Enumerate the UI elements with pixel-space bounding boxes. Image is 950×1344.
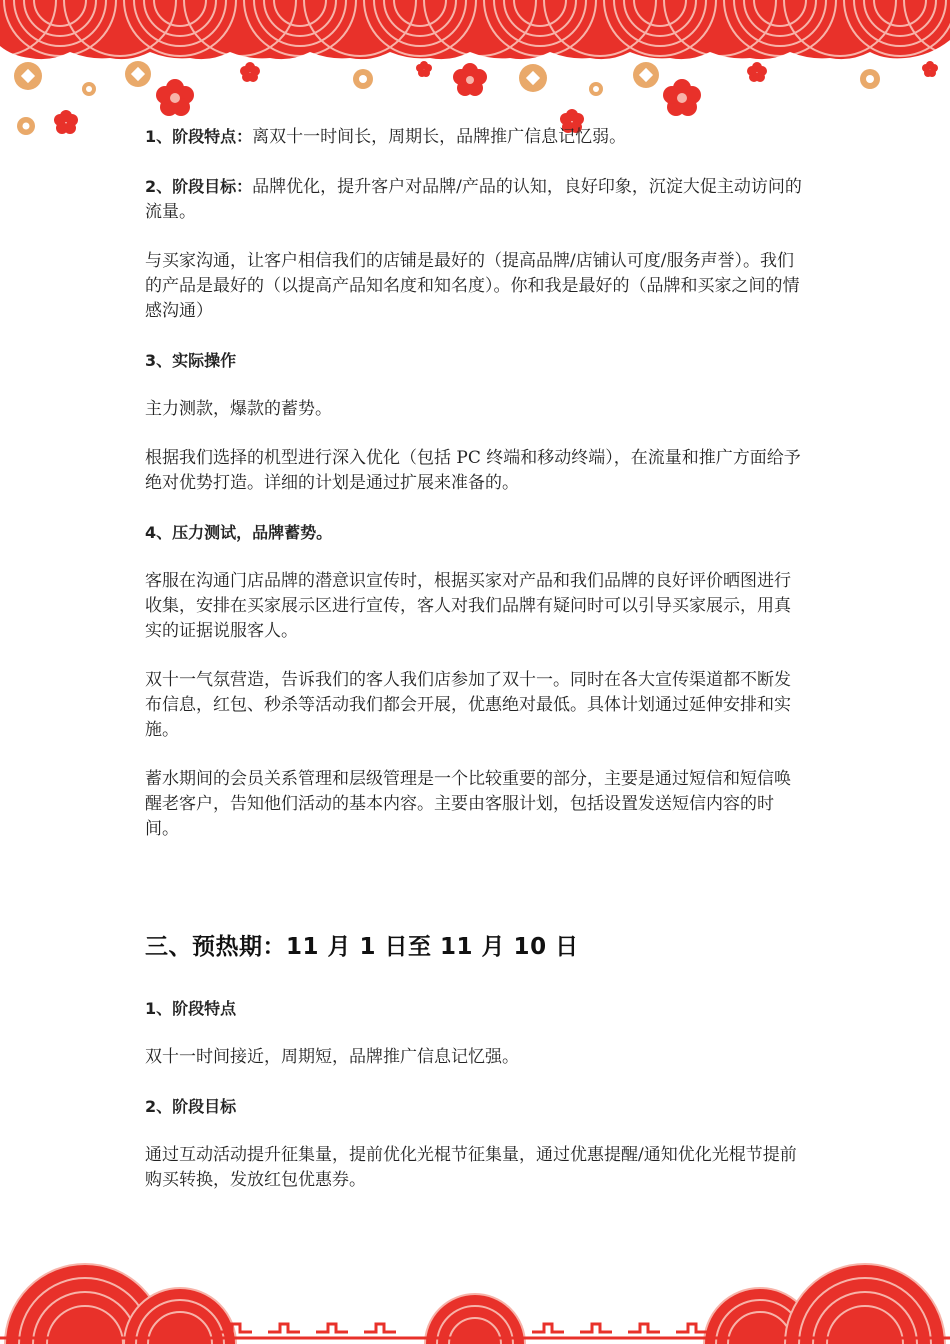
s3-goal-text: 通过互动活动提升征集量，提前优化光棍节征集量，通过优惠提醒/通知优化光棍节提前购买转换，发放红包优惠券。 [145, 1145, 797, 1190]
s3-feature-heading: 1、阶段特点 [145, 999, 237, 1018]
stage-feature-label: 1、阶段特点： [145, 127, 253, 146]
stage-feature-paragraph [145, 124, 807, 150]
crm-paragraph: 蓄水期间的会员关系管理和层级管理是一个比较重要的部分，主要是通过短信和短信唤醒老客户，告知他们活动的基本内容。主要由客服计划，包括设置发送短信内容的时间。 [145, 769, 791, 839]
customer-service-paragraph: 客服在沟通门店品牌的潜意识宣传时，根据买家对产品和我们品牌的良好评价晒图进行收集，安排在买家展示区进行宣传，客人对我们品牌有疑问时可以引导买家展示，用真实的证据说服客人。 [145, 571, 791, 641]
buyer-communication-paragraph: 与买家沟通，让客户相信我们的店铺是最好的（提高品牌/店铺认可度/服务声誉）。我们的产品是最好的（以提高产品知名度和知名度）。你和我是最好的（品牌和买家之间的情感沟通） [145, 251, 800, 321]
atmosphere-paragraph: 双十一气氛营造，告诉我们的客人我们店参加了双十一。同时在各大宣传渠道都不断发布信息，红包、秒杀等活动我们都会开展，优惠绝对最低。具体计划通过延伸安排和实施。 [145, 670, 791, 740]
actual-operation-heading: 3、实际操作 [145, 351, 237, 370]
optimize-paragraph: 根据我们选择的机型进行深入优化（包括 PC 终端和移动终端），在流量和推广方面给予绝对优势打造。详细的计划是通过扩展来准备的。 [145, 448, 801, 493]
top-festive-border [0, 0, 950, 140]
bottom-festive-border [0, 1244, 950, 1344]
pressure-test-heading: 4、压力测试，品牌蓄势。 [145, 523, 333, 542]
stage-goal-label: 2、阶段目标： [145, 177, 253, 196]
s3-feature-text: 双十一时间接近，周期短，品牌推广信息记忆强。 [145, 1047, 519, 1067]
section-2-body [145, 124, 807, 842]
stage-goal-paragraph [145, 174, 807, 225]
section-3-heading: 三、预热期：11 月 1 日至 11 月 10 日 [145, 934, 579, 960]
s3-goal-heading: 2、阶段目标 [145, 1097, 237, 1116]
stage-feature-text: 离双十一时间长，周期长，品牌推广信息记忆弱。 [252, 127, 627, 147]
section-3-body [145, 996, 807, 1193]
stage-goal-text: 品牌优化，提升客户对品牌/产品的认知，良好印象，沉淀大促主动访问的流量。 [145, 177, 802, 222]
test-paragraph: 主力测款，爆款的蓄势。 [145, 399, 332, 419]
